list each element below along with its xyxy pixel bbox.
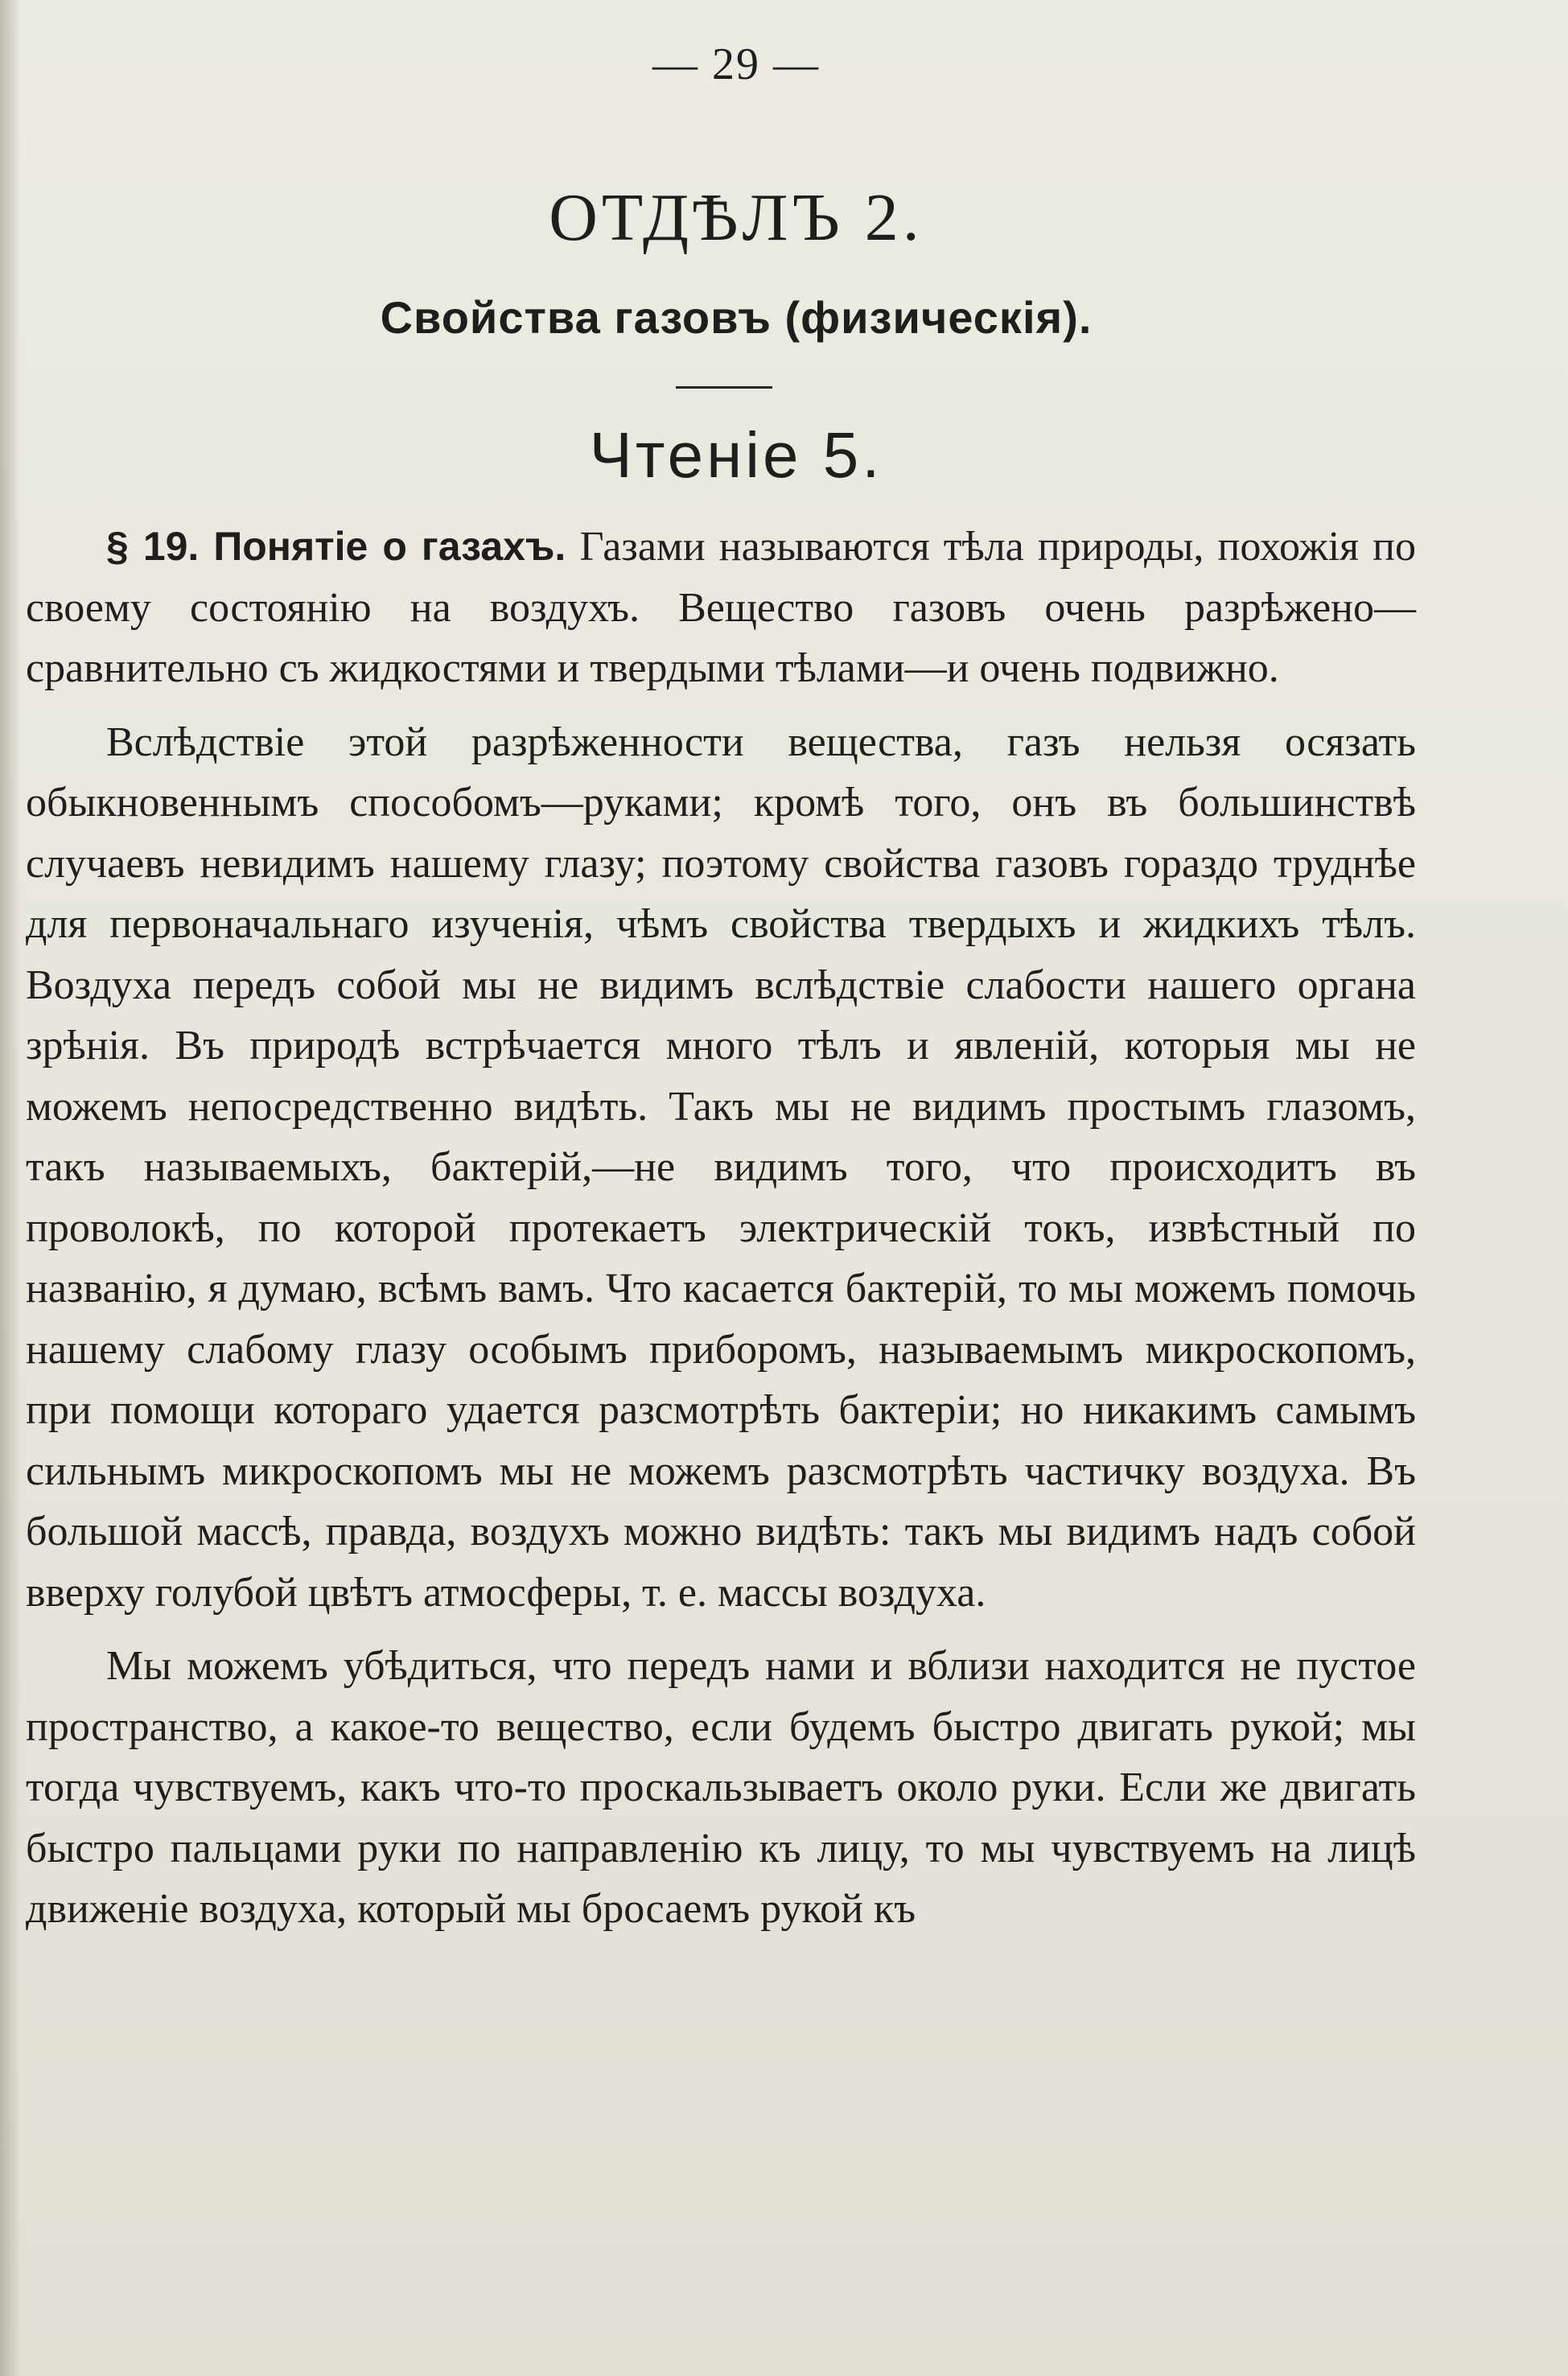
paragraph-1-text: Газами называются тѣла природы, похожія по своему состоянію на воздухъ. Вещество газовъ очень разрѣжено—сравнительно съ жидкостями и твердыми тѣлами—и очень подвижно.	[26, 524, 1416, 691]
paragraph-2: Вслѣдствіе этой разрѣженности вещества, газъ нельзя осязать обыкновеннымъ способомъ—руками; кромѣ того, онъ въ большинствѣ случаевъ невидимъ нашему глазу; поэтому свойства газовъ гораздо труднѣе для первоначальнаго изученія, чѣмъ свойства твердыхъ и жидкихъ тѣлъ. Воздуха передъ собой мы не видимъ вслѣдствіе слабости нашего органа зрѣнія. Въ природѣ встрѣчается много тѣлъ и явленій, которыя мы не можемъ непосредственно видѣть. Такъ мы не видимъ простымъ глазомъ, такъ называемыхъ, бактерій,—не видимъ того, что происходитъ въ проволокѣ, по которой протекаетъ электрическій токъ, извѣстный по названію, я думаю, всѣмъ вамъ. Что касается бактерій, то мы можемъ помочь нашему слабому глазу особымъ приборомъ, называемымъ микроскопомъ, при помощи котораго удается разсмотрѣть бактеріи; но никакимъ самымъ сильнымъ микроскопомъ мы не можемъ разсмотрѣть частичку воздуха. Въ большой массѣ, правда, воздухъ можно видѣть: такъ мы видимъ надъ собой вверху голубой цвѣтъ атмосферы, т. е. массы воздуха.	[26, 719, 1416, 1616]
paragraph-3: Мы можемъ убѣдиться, что передъ нами и вблизи находится не пустое пространство, а какое-то вещество, если будемъ быстро двигать рукой; мы тогда чувствуемъ, какъ что-то проскальзываетъ около руки. Если же двигать быстро пальцами руки по направленію къ лицу, то мы чувствуемъ на лицѣ движеніе воздуха, который мы бросаемъ рукой къ	[26, 1643, 1416, 1932]
paragraph-heading: § 19. Понятіе о газахъ.	[106, 524, 566, 569]
body-text	[26, 517, 1416, 1940]
page-edge-shadow	[0, 0, 21, 2376]
section-subtitle: Свойства газовъ (физическія).	[380, 292, 1093, 343]
paragraph-1	[26, 517, 1416, 699]
title-divider	[676, 386, 772, 389]
section-title: ОТДѢЛЪ 2.	[549, 180, 924, 255]
reading-title: Чтеніе 5.	[589, 419, 883, 491]
page-number: — 29 —	[652, 39, 820, 89]
